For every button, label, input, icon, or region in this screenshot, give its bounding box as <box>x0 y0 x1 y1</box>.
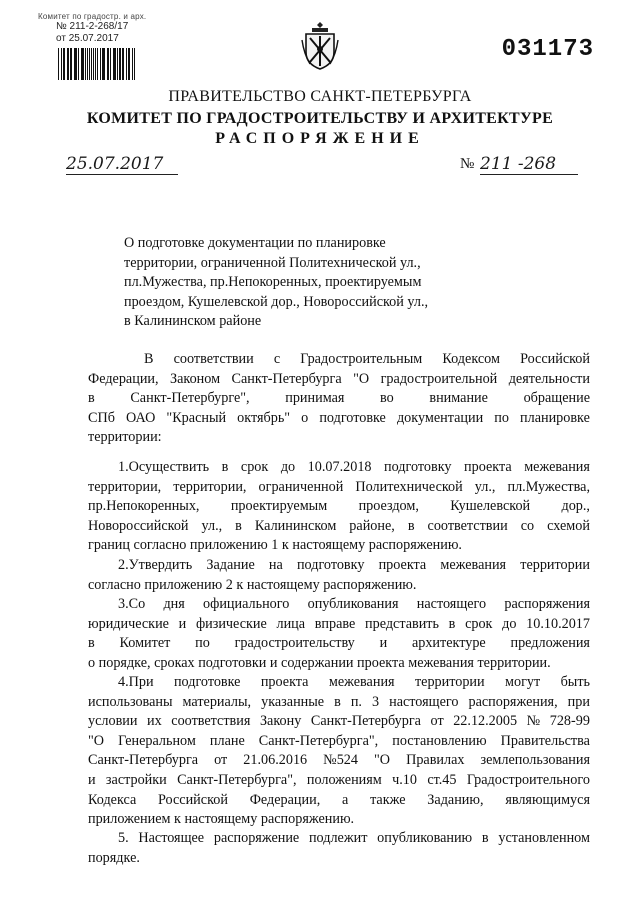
item-line <box>88 556 590 576</box>
word: ул., <box>474 478 496 495</box>
word: настоящего <box>416 596 487 612</box>
item-line <box>88 595 590 615</box>
item-line: согласно приложению 2 к настоящему распоряжению. <box>88 576 417 593</box>
word: территории <box>520 557 590 573</box>
word: "О <box>374 752 391 769</box>
barcode-bar <box>89 48 90 80</box>
word: 5. <box>118 830 129 846</box>
word: в <box>88 635 95 652</box>
word: со <box>520 517 535 534</box>
item-line <box>88 829 590 849</box>
barcode-bar <box>58 48 59 80</box>
committee-title: КОМИТЕТ ПО ГРАДОСТРОИТЕЛЬСТВУ И АРХИТЕКТУРЕ <box>86 110 554 127</box>
word: в <box>221 459 229 475</box>
barcode-bar <box>61 48 62 80</box>
barcode-bar <box>117 48 118 80</box>
word: Комитет <box>119 635 171 652</box>
word: 3.Со <box>118 596 146 612</box>
word: пл.Мужества, <box>507 478 590 495</box>
word: распоряжения, <box>468 693 558 710</box>
word: опубликованию <box>377 830 473 846</box>
word: до <box>502 615 517 632</box>
barcode-bar <box>113 48 114 80</box>
word: ограниченной <box>258 478 344 495</box>
word: соответствия <box>171 713 251 730</box>
item-line: приложением к настоящему распоряжению. <box>88 811 355 828</box>
word: предложения <box>510 635 590 652</box>
word: Кодексом <box>442 351 500 367</box>
word: ул., <box>201 517 223 534</box>
word: 3 <box>372 693 380 710</box>
barcode-bar <box>67 48 69 80</box>
word: в <box>334 693 341 710</box>
word: В <box>144 351 154 367</box>
word: и <box>88 771 96 788</box>
barcode-bar <box>63 48 64 80</box>
word: Настоящее <box>138 830 205 846</box>
word: ч.10 <box>392 771 417 788</box>
word: Правительства <box>500 732 590 749</box>
word: представить <box>365 615 439 632</box>
word: подготовке <box>173 674 241 690</box>
barcode-bar <box>75 48 76 80</box>
word: 10.10.2017 <box>526 615 590 632</box>
barcode-bar <box>114 48 115 80</box>
barcode-bar <box>134 48 135 80</box>
barcode-bar <box>102 48 103 80</box>
word: 4.При <box>118 674 154 690</box>
word: Градостроительным <box>300 351 423 367</box>
word: также <box>370 791 406 808</box>
word: по <box>494 409 509 426</box>
word: а <box>342 791 349 808</box>
word: лица <box>276 615 306 632</box>
word: плане <box>209 732 245 749</box>
item-2 <box>88 556 590 595</box>
word: соответствии <box>427 517 508 534</box>
barcode-bar <box>95 48 96 80</box>
barcode <box>58 48 136 80</box>
word: Кодекса <box>88 791 137 808</box>
barcode-bar <box>108 48 109 80</box>
item-4 <box>88 673 590 830</box>
barcode-bar <box>70 48 71 80</box>
handwritten-date: 25.07.2017 <box>66 154 164 174</box>
word: срок <box>465 615 493 632</box>
preamble <box>88 350 590 448</box>
item-line <box>88 458 590 478</box>
word: внимание <box>429 390 488 407</box>
word: 728-99 <box>549 713 590 730</box>
word: официального <box>203 596 290 612</box>
word: Российской <box>520 351 590 367</box>
word: "О <box>88 732 105 749</box>
word: на <box>268 557 283 573</box>
word: Закону <box>259 713 302 730</box>
word: использованы <box>88 693 173 710</box>
word: градостроительной <box>380 370 498 387</box>
word: ОАО <box>126 409 156 426</box>
word: принимая <box>285 390 345 407</box>
word: подготовку <box>296 557 365 573</box>
word: Санкт-Петербурга", <box>177 771 297 788</box>
word: ст.45 <box>427 771 457 788</box>
barcode-bar <box>126 48 127 80</box>
barcode-bar <box>78 48 79 80</box>
word: от <box>430 713 444 730</box>
word: дор., <box>561 498 590 515</box>
word: до <box>280 459 296 475</box>
word: соответствии <box>173 351 254 367</box>
barcode-bar <box>93 48 94 80</box>
word: Калининском <box>254 517 337 534</box>
subject-line: проездом, Кушелевской дор., Новороссийской ул., <box>124 293 429 310</box>
word: застройки <box>105 771 167 788</box>
barcode-bar <box>122 48 123 80</box>
preamble-line <box>88 409 590 429</box>
item-line <box>88 791 590 811</box>
word: межевания <box>440 557 507 573</box>
word: Генеральном <box>118 732 196 749</box>
word: пр.Непокоренных, <box>88 498 200 515</box>
word: подлежит <box>308 830 368 846</box>
preamble-line <box>88 350 590 370</box>
registration-number: № 211-2-268/17 <box>56 21 129 32</box>
item-3 <box>88 595 590 673</box>
item-line <box>88 517 590 537</box>
document-serial-number: 031173 <box>501 36 594 63</box>
word: территории, <box>88 478 162 495</box>
word: СПб <box>88 409 115 426</box>
item-line <box>88 732 590 752</box>
stamp-organization: Комитет по градостр. и арх. <box>38 12 147 21</box>
item-1 <box>88 458 590 556</box>
word: физические <box>195 615 267 632</box>
word: указанные <box>261 693 325 710</box>
word: подготовку <box>384 459 452 475</box>
coat-of-arms-icon <box>300 20 340 72</box>
word: подготовке <box>319 409 386 426</box>
item-line <box>88 712 590 732</box>
word: Законом <box>170 370 221 387</box>
word: №524 <box>323 752 358 769</box>
item-line <box>88 478 590 498</box>
word: во <box>380 390 394 407</box>
word: "О <box>353 370 370 387</box>
word: Градостроительного <box>466 771 590 788</box>
barcode-bar <box>129 48 130 80</box>
word: градостроительству <box>234 635 355 652</box>
item-line: порядке. <box>88 849 140 866</box>
word: и <box>379 635 388 652</box>
preamble-line: территории: <box>88 429 162 446</box>
registration-date: от 25.07.2017 <box>56 33 119 44</box>
item-line <box>88 751 590 771</box>
barcode-bar <box>110 48 111 80</box>
word: 21.06.2016 <box>243 752 308 769</box>
word: в <box>88 390 95 407</box>
item-line <box>88 771 590 791</box>
item-5 <box>88 829 590 868</box>
word: проездом, <box>358 498 419 515</box>
preamble-line <box>88 389 590 409</box>
barcode-bar <box>132 48 133 80</box>
word: территории <box>414 674 485 690</box>
word: Санкт-Петербурга <box>310 713 421 730</box>
barcode-bar <box>100 48 101 80</box>
item-line <box>88 673 590 693</box>
word: документации <box>396 409 484 426</box>
barcode-bar <box>74 48 75 80</box>
word: в <box>235 517 242 534</box>
barcode-bar <box>128 48 129 80</box>
item-line <box>88 615 590 635</box>
preamble-line <box>88 370 590 390</box>
word: Санкт-Петербурге", <box>130 390 250 407</box>
word: деятельности <box>508 370 590 387</box>
number-field <box>480 154 578 175</box>
word: являющимуся <box>505 791 590 808</box>
government-title: ПРАВИТЕЛЬСТВО САНКТ-ПЕТЕРБУРГА <box>168 88 472 105</box>
word: в <box>448 615 456 632</box>
subject-line: территории, ограниченной Политехнической ул., <box>124 254 421 271</box>
word: Политехнической <box>355 478 463 495</box>
word: при <box>567 693 590 710</box>
barcode-bar <box>82 48 84 80</box>
word: Заданию, <box>427 791 484 808</box>
word: 2.Утвердить <box>118 557 193 573</box>
barcode-bar <box>103 48 105 80</box>
word: межевания <box>524 459 590 475</box>
word: Задание <box>206 557 255 573</box>
word: 1.Осуществить <box>118 459 210 475</box>
word: вправе <box>314 615 356 632</box>
word: землепользования <box>480 752 590 769</box>
document-subject <box>124 234 464 332</box>
word: планировке <box>520 409 590 426</box>
document-type-title: РАСПОРЯЖЕНИЕ <box>215 130 425 147</box>
registration-stamp <box>38 12 168 80</box>
word: о <box>301 409 309 426</box>
barcode-bar <box>97 48 98 80</box>
word: территории, <box>173 478 247 495</box>
item-line <box>88 634 590 654</box>
word: Новороссийской <box>88 517 189 534</box>
word: архитектуре <box>411 635 486 652</box>
word: октябрь" <box>237 409 291 426</box>
number-label: № <box>460 156 475 172</box>
word: проектируемым <box>230 498 328 515</box>
barcode-bar <box>85 48 86 80</box>
word: Кушелевской <box>450 498 531 515</box>
word: распоряжения <box>504 596 590 612</box>
item-line <box>88 497 590 517</box>
word: Санкт-Петербурга", <box>258 732 379 749</box>
word: в <box>481 830 489 846</box>
barcode-bar <box>71 48 72 80</box>
word: Федерации, <box>88 370 159 387</box>
item-line: границ согласно приложению 1 к настоящему распоряжению. <box>88 537 462 554</box>
handwritten-number: 211 -268 <box>480 154 557 174</box>
word: 22.12.2005 <box>453 713 518 730</box>
word: № <box>526 713 541 730</box>
word: межевания <box>328 674 395 690</box>
word: проекта <box>464 459 512 475</box>
subject-line: О подготовке документации по планировке <box>124 235 386 251</box>
word: от <box>214 752 228 769</box>
word: обращение <box>523 390 590 407</box>
item-line <box>88 693 590 713</box>
word: "Красный <box>166 409 227 426</box>
word: и <box>178 615 187 632</box>
word: Правилах <box>406 752 465 769</box>
date-field <box>66 154 178 175</box>
word: условии <box>88 713 138 730</box>
word: могут <box>505 674 541 690</box>
barcode-bar <box>107 48 108 80</box>
word: настоящего <box>389 693 459 710</box>
word: Санкт-Петербурга <box>88 752 199 769</box>
word: Федерации, <box>249 791 321 808</box>
word: п. <box>350 693 362 710</box>
barcode-bar <box>119 48 121 80</box>
word: юридические <box>88 615 169 632</box>
word: материалы, <box>182 693 252 710</box>
subject-line: в Калининском районе <box>124 313 262 330</box>
word: распоряжение <box>213 830 300 846</box>
item-line: о порядке, сроках подготовки и содержании проекта межевания территории. <box>88 654 551 671</box>
word: 10.07.2018 <box>307 459 372 475</box>
word: проекта <box>378 557 427 573</box>
word: установленном <box>498 830 590 846</box>
subject-line: пл.Мужества, пр.Непокоренных, проектируемым <box>124 274 422 291</box>
barcode-bar <box>81 48 82 80</box>
barcode-bar <box>91 48 92 80</box>
word: в <box>407 517 415 534</box>
word: срок <box>240 459 269 475</box>
word: Санкт-Петербурга <box>231 370 342 387</box>
barcode-bar <box>64 48 65 80</box>
word: по <box>195 635 210 652</box>
word: положениям <box>306 771 382 788</box>
word: быть <box>560 674 590 690</box>
word: дня <box>163 596 185 612</box>
word: проекта <box>260 674 309 690</box>
word: Российской <box>158 791 228 808</box>
word: постановлению <box>392 732 487 749</box>
word: их <box>147 713 162 730</box>
word: районе, <box>349 517 395 534</box>
word: опубликования <box>307 596 399 612</box>
barcode-bar <box>123 48 124 80</box>
word: с <box>273 351 281 367</box>
word: схемой <box>547 517 590 534</box>
barcode-bar <box>87 48 88 80</box>
